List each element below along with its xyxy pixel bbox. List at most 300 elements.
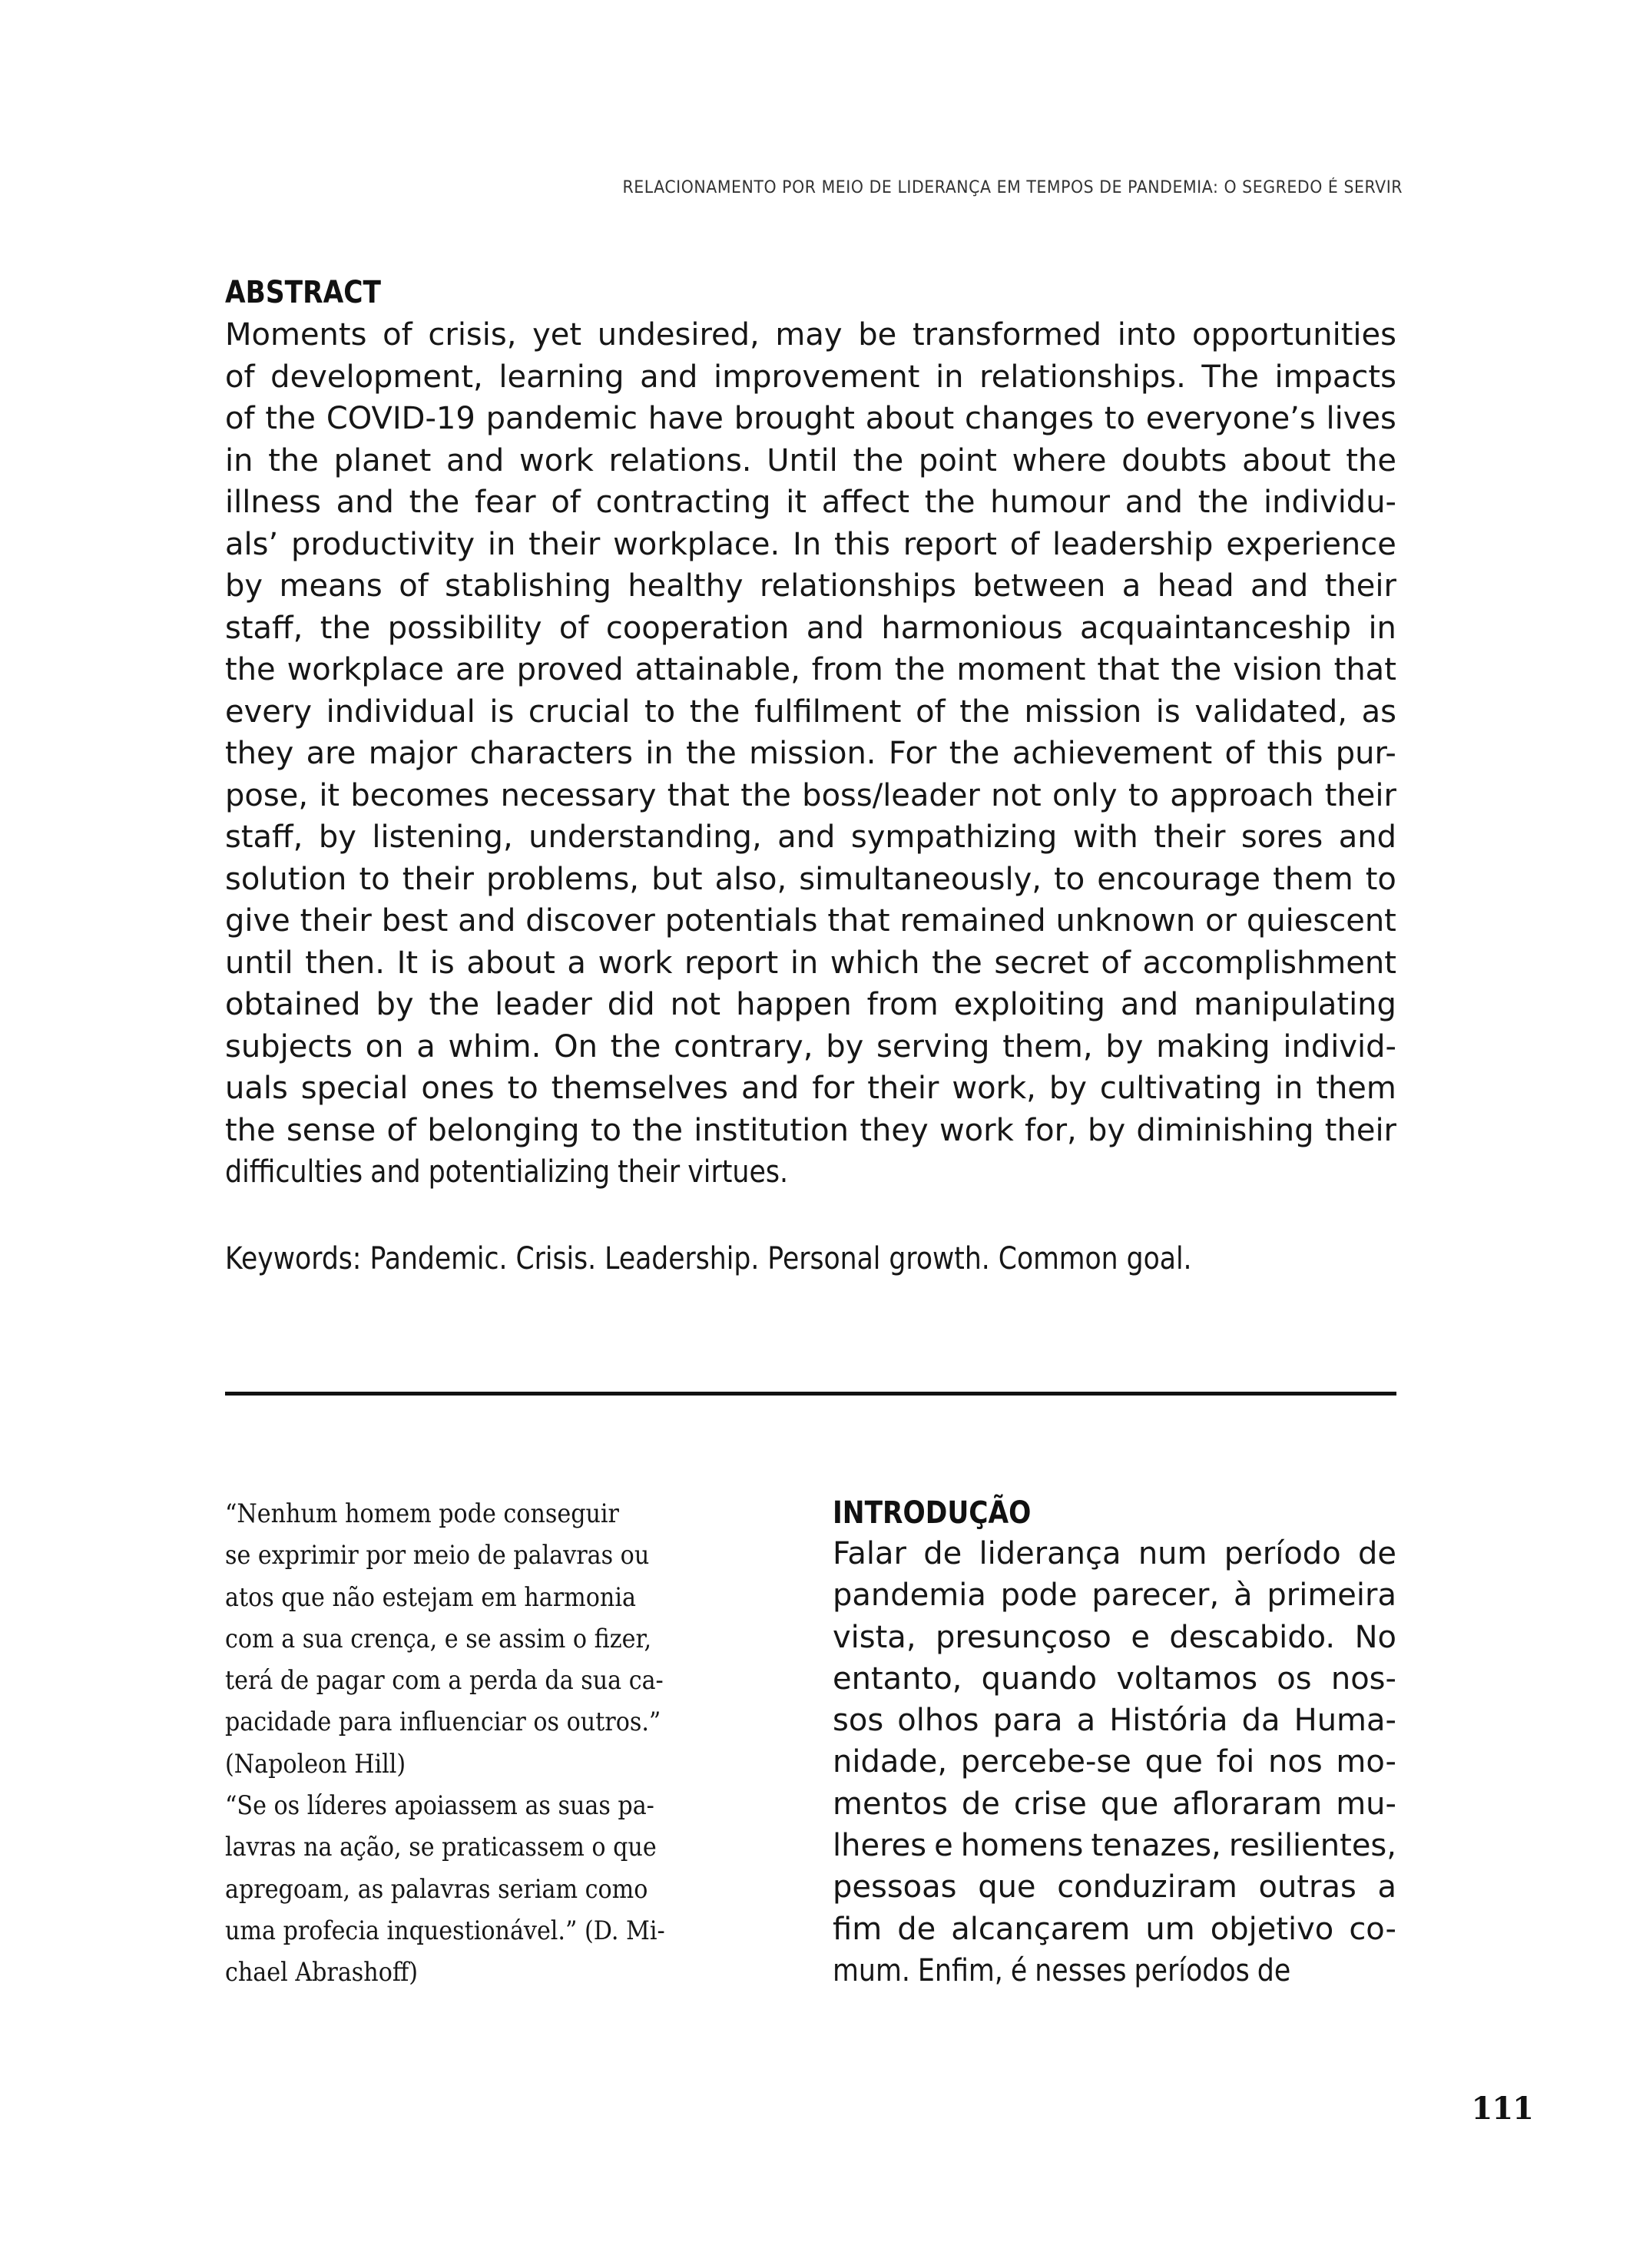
word: quiescent (1246, 903, 1396, 939)
word: them (1316, 1071, 1396, 1106)
word: fear (474, 485, 536, 520)
word: períodos (1134, 1952, 1250, 1988)
word: exploiting (953, 987, 1105, 1022)
word: Until (767, 442, 838, 478)
word: their (402, 861, 474, 897)
word: belonging (427, 1112, 580, 1148)
word: à (1234, 1578, 1253, 1614)
word: the (924, 485, 975, 520)
word: achievement (1012, 736, 1213, 771)
word: the (320, 610, 371, 646)
word: staff, (225, 610, 303, 646)
word: until (225, 945, 293, 981)
word: in (1274, 1071, 1303, 1106)
text-line (225, 859, 1396, 901)
word: report (684, 945, 779, 981)
word: contracting (595, 485, 771, 520)
word: problems, (485, 861, 640, 897)
word: the (686, 736, 737, 771)
word: means (279, 568, 383, 604)
word: planet (333, 442, 432, 478)
introduction-column (833, 1493, 1396, 1992)
word: listening, (372, 819, 513, 855)
word: Huma- (1293, 1703, 1396, 1739)
word: their (528, 526, 601, 562)
word: possibility (387, 610, 542, 646)
text-line (833, 1617, 1396, 1658)
word: between (972, 568, 1106, 604)
word: by (1048, 1071, 1087, 1106)
word: give (225, 903, 290, 939)
word: and (640, 359, 698, 395)
word: als’ (225, 526, 279, 562)
word: where (1012, 442, 1107, 478)
word: ones (421, 1071, 495, 1106)
word: work (939, 1112, 1014, 1148)
epigraph-line: lavras na ação, se praticassem o que (225, 1832, 657, 1862)
text-line (833, 1574, 1396, 1616)
word: contrary, (674, 1028, 813, 1064)
word: pessoas (833, 1869, 957, 1905)
word: Moments (225, 317, 367, 353)
word: sympathizing (850, 819, 1058, 855)
word: manipulating (1194, 987, 1396, 1022)
word: leader (495, 987, 592, 1022)
word: a (567, 945, 586, 981)
word: os (1277, 1660, 1312, 1697)
text-line (225, 1110, 1396, 1152)
text-line (225, 482, 1396, 524)
word: the (429, 987, 480, 1022)
word: everyone’s (1145, 401, 1316, 436)
word: not (991, 777, 1042, 813)
word: liderança (979, 1536, 1121, 1571)
word: vision (1233, 652, 1323, 687)
text-line (833, 1700, 1396, 1741)
word: to (359, 861, 390, 897)
text-line (833, 1533, 1396, 1574)
word: serving (876, 1028, 990, 1064)
keywords: Keywords: Pandemic. Crisis. Leadership. Personal growth. Common goal. (225, 1241, 1192, 1276)
text-line (225, 398, 1396, 440)
word: that (1097, 652, 1160, 687)
word: every (225, 694, 313, 730)
word: parecer, (1091, 1578, 1220, 1614)
word: discover (525, 903, 655, 939)
word: lives (1326, 401, 1396, 436)
word: the (959, 694, 1010, 730)
word: fulfilment (754, 694, 902, 730)
text-line (225, 816, 1396, 859)
word: yet (532, 317, 582, 353)
word: and (446, 442, 505, 478)
text-line (225, 775, 1396, 817)
word: homens (960, 1828, 1084, 1864)
word: becomes (350, 777, 490, 813)
word: on (365, 1028, 404, 1064)
epigraph-line: “Nenhum homem pode conseguir (225, 1498, 619, 1528)
word: The (1201, 359, 1259, 395)
text-line (833, 1950, 1396, 1992)
word: que (1100, 1786, 1159, 1822)
word: is (489, 694, 515, 730)
word: a (1121, 568, 1141, 604)
epigraph-line: apregoam, as palavras seriam como (225, 1873, 648, 1904)
word: their (618, 1154, 681, 1190)
epigraph-line: pacidade para influenciar os outros.” (225, 1707, 661, 1737)
word: they (225, 736, 294, 771)
word: relationships (760, 568, 956, 604)
word: moment (956, 652, 1086, 687)
word: nidade, (833, 1744, 948, 1780)
word: de (1257, 1952, 1291, 1988)
word: experience (1226, 526, 1396, 562)
word: nos (1268, 1744, 1323, 1780)
word: It (396, 945, 419, 981)
word: co- (1349, 1911, 1396, 1947)
word: validated, (1194, 694, 1348, 730)
word: this (1267, 736, 1323, 771)
word: a (1377, 1869, 1396, 1905)
word: work (598, 945, 673, 981)
word: about (865, 401, 955, 436)
word: sense (286, 1112, 376, 1148)
word: voltamos (1116, 1660, 1258, 1697)
word: e (1131, 1619, 1150, 1655)
word: their (867, 1071, 939, 1106)
word: crise (1013, 1786, 1087, 1822)
word: the (632, 1112, 683, 1148)
text-line (225, 440, 1396, 482)
word: learning (499, 359, 624, 395)
word: the (265, 401, 316, 436)
epigraph-line: uma profecia inquestionável.” (D. Mi- (225, 1915, 665, 1945)
word: improvement (714, 359, 920, 395)
text-line (833, 1783, 1396, 1825)
word: work (519, 442, 594, 478)
word: um (1145, 1911, 1195, 1947)
word: they (860, 1112, 929, 1148)
word: a (416, 1028, 436, 1064)
word: happen (736, 987, 852, 1022)
word: que (1144, 1744, 1203, 1780)
section-divider (225, 1392, 1396, 1396)
word: as (1361, 694, 1396, 730)
word: illness (225, 485, 321, 520)
word: that (667, 777, 730, 813)
word: de (923, 1536, 962, 1571)
word: mum. (833, 1952, 910, 1988)
word: from (811, 652, 883, 687)
word: the (268, 442, 319, 478)
epigraph-line: chael Abrashoff) (225, 1957, 419, 1988)
word: For (888, 736, 937, 771)
word: them, (1002, 1028, 1093, 1064)
page-number: 111 (1471, 2091, 1533, 2127)
word: of (225, 359, 255, 395)
word: also, (714, 861, 787, 897)
word: Enfim, (917, 1952, 1003, 1988)
word: pose, (225, 777, 309, 813)
word: opportunities (1192, 317, 1396, 353)
word: impacts (1274, 359, 1396, 395)
word: No (1354, 1619, 1396, 1655)
word: pandemic (485, 401, 638, 436)
word: themselves (551, 1071, 729, 1106)
word: of (225, 401, 255, 436)
word: to (1128, 777, 1159, 813)
text-line (225, 1068, 1396, 1110)
word: encourage (1097, 861, 1261, 897)
word: transformed (912, 317, 1102, 353)
word: from (866, 987, 939, 1022)
word: undesired, (597, 317, 760, 353)
word: nos- (1330, 1660, 1396, 1697)
word: and (1125, 485, 1184, 520)
abstract-heading: ABSTRACT (225, 275, 381, 310)
word: the (853, 442, 904, 478)
text-line (225, 608, 1396, 650)
abstract-body (225, 314, 1396, 1194)
word: resilientes, (1228, 1828, 1396, 1864)
word: mission (1024, 694, 1142, 730)
word: crucial (528, 694, 631, 730)
text-line (225, 942, 1396, 985)
word: sores (1240, 819, 1323, 855)
word: affect (821, 485, 910, 520)
word: é (1010, 1952, 1028, 1988)
word: point (918, 442, 997, 478)
word: subjects (225, 1028, 353, 1064)
word: of (399, 568, 429, 604)
word: outras (1258, 1869, 1356, 1905)
word: and (740, 1071, 800, 1106)
text-line (833, 1825, 1396, 1866)
word: leadership (1052, 526, 1214, 562)
text-line (225, 733, 1396, 775)
word: conduziram (1057, 1869, 1237, 1905)
word: necessary (500, 777, 657, 813)
word: e (934, 1828, 953, 1864)
word: virtues. (687, 1154, 789, 1190)
word: their (300, 903, 372, 939)
word: that (1333, 652, 1396, 687)
word: which (830, 945, 920, 981)
word: to (644, 694, 676, 730)
word: not (670, 987, 721, 1022)
word: of (1009, 526, 1040, 562)
word: foi (1216, 1744, 1255, 1780)
word: head (1157, 568, 1234, 604)
word: to (590, 1112, 621, 1148)
word: approach (1170, 777, 1314, 813)
word: the (689, 694, 740, 730)
text-line (225, 1026, 1396, 1068)
word: and (777, 819, 836, 855)
epigraph-line: “Se os líderes apoiassem as suas pa- (225, 1790, 654, 1821)
word: in (936, 359, 964, 395)
text-line (225, 1151, 1396, 1194)
word: of (551, 485, 581, 520)
word: by (225, 568, 263, 604)
word: potentializing (428, 1154, 611, 1190)
word: of (383, 317, 412, 353)
epigraph-line: se exprimir por meio de palavras ou (225, 1540, 650, 1571)
word: best (381, 903, 449, 939)
word: to (1104, 401, 1135, 436)
word: difficulties (225, 1154, 363, 1190)
word: about (1242, 442, 1331, 478)
word: institution (694, 1112, 850, 1148)
text-line (833, 1741, 1396, 1783)
word: productivity (290, 526, 475, 562)
word: brought (734, 401, 855, 436)
text-line (225, 900, 1396, 942)
word: pur- (1335, 736, 1396, 771)
word: in (645, 736, 674, 771)
word: sos (833, 1703, 884, 1739)
word: about (466, 945, 555, 981)
word: and (370, 1154, 421, 1190)
word: potentials (664, 903, 818, 939)
word: may (775, 317, 843, 353)
word: stablishing (445, 568, 611, 604)
word: of (1224, 736, 1255, 771)
word: the (932, 945, 982, 981)
word: the (610, 1028, 661, 1064)
word: it (786, 485, 807, 520)
word: afloraram (1172, 1786, 1323, 1822)
word: primeira (1267, 1578, 1396, 1614)
word: by (318, 819, 356, 855)
word: alcançarem (951, 1911, 1131, 1947)
word: to (1365, 861, 1396, 897)
word: the (225, 652, 276, 687)
word: descabido. (1169, 1619, 1336, 1655)
word: the (225, 1112, 276, 1148)
text-line (225, 984, 1396, 1026)
text-line (225, 691, 1396, 733)
word: that (827, 903, 890, 939)
word: is (1155, 694, 1181, 730)
text-line (225, 356, 1396, 399)
word: their (1324, 777, 1396, 813)
word: boss/leader (802, 777, 980, 813)
word: que (978, 1869, 1036, 1905)
text-line (833, 1866, 1396, 1908)
word: healthy (628, 568, 744, 604)
word: and (1338, 819, 1396, 855)
word: individ- (1283, 1028, 1396, 1064)
word: relations. (608, 442, 752, 478)
word: changes (964, 401, 1094, 436)
word: In (793, 526, 822, 562)
word: in (790, 945, 819, 981)
epigraph-column (225, 1493, 786, 1994)
word: remained (899, 903, 1046, 939)
introduction-heading: INTRODUÇÃO (833, 1495, 1032, 1531)
word: are (306, 736, 356, 771)
word: objetivo (1210, 1911, 1334, 1947)
text-line (833, 1909, 1396, 1950)
word: to (1054, 861, 1085, 897)
word: of (386, 1112, 417, 1148)
text-line (225, 524, 1396, 566)
word: mentos (833, 1786, 948, 1822)
word: in (487, 526, 516, 562)
epigraph-line: com a sua crença, e se assim o fizer, (225, 1623, 652, 1654)
word: mission. (749, 736, 876, 771)
word: staff, (225, 819, 303, 855)
word: relationships. (979, 359, 1186, 395)
word: their (1324, 1112, 1396, 1148)
word: proved (516, 652, 624, 687)
word: workplace. (613, 526, 780, 562)
word: a (1076, 1703, 1096, 1739)
word: fim (833, 1911, 883, 1947)
word: the (1171, 652, 1222, 687)
epigraph-line: atos que não estejam em harmonia (225, 1581, 636, 1612)
word: cultivating (1099, 1071, 1262, 1106)
word: História (1109, 1703, 1228, 1739)
word: presunçoso (936, 1619, 1111, 1655)
word: did (607, 987, 655, 1022)
word: them (1273, 861, 1353, 897)
word: of (558, 610, 589, 646)
word: by (1088, 1112, 1126, 1148)
word: their (1154, 819, 1226, 855)
word: or (1205, 903, 1237, 939)
word: olhos (897, 1703, 979, 1739)
text-line (225, 649, 1396, 691)
word: tenazes, (1091, 1828, 1221, 1864)
word: understanding, (528, 819, 762, 855)
word: acquaintanceship (1079, 610, 1352, 646)
word: and (1250, 568, 1309, 604)
word: but (651, 861, 703, 897)
word: On (554, 1028, 598, 1064)
word: de (1357, 1536, 1396, 1571)
word: período (1224, 1536, 1341, 1571)
word: nesses (1035, 1952, 1127, 1988)
word: be (858, 317, 897, 353)
word: the (894, 652, 946, 687)
word: in (225, 442, 253, 478)
word: development, (270, 359, 483, 395)
word: report (903, 526, 997, 562)
word: de (897, 1911, 936, 1947)
word: then. (305, 945, 385, 981)
introduction-body (833, 1533, 1396, 1992)
word: this (833, 526, 890, 562)
word: the (1346, 442, 1396, 478)
epigraph-line: terá de pagar com a perda da sua ca- (225, 1665, 664, 1696)
word: their (1324, 568, 1396, 604)
word: making (1156, 1028, 1270, 1064)
word: de (961, 1786, 1000, 1822)
word: is (429, 945, 455, 981)
abstract-section (225, 273, 1396, 1194)
word: the (740, 777, 791, 813)
word: and (1120, 987, 1179, 1022)
word: Falar (833, 1536, 906, 1571)
word: for, (1025, 1112, 1077, 1148)
word: special (300, 1071, 409, 1106)
word: whim. (448, 1028, 542, 1064)
word: da (1241, 1703, 1280, 1739)
word: attainable, (634, 652, 800, 687)
word: and (458, 903, 516, 939)
